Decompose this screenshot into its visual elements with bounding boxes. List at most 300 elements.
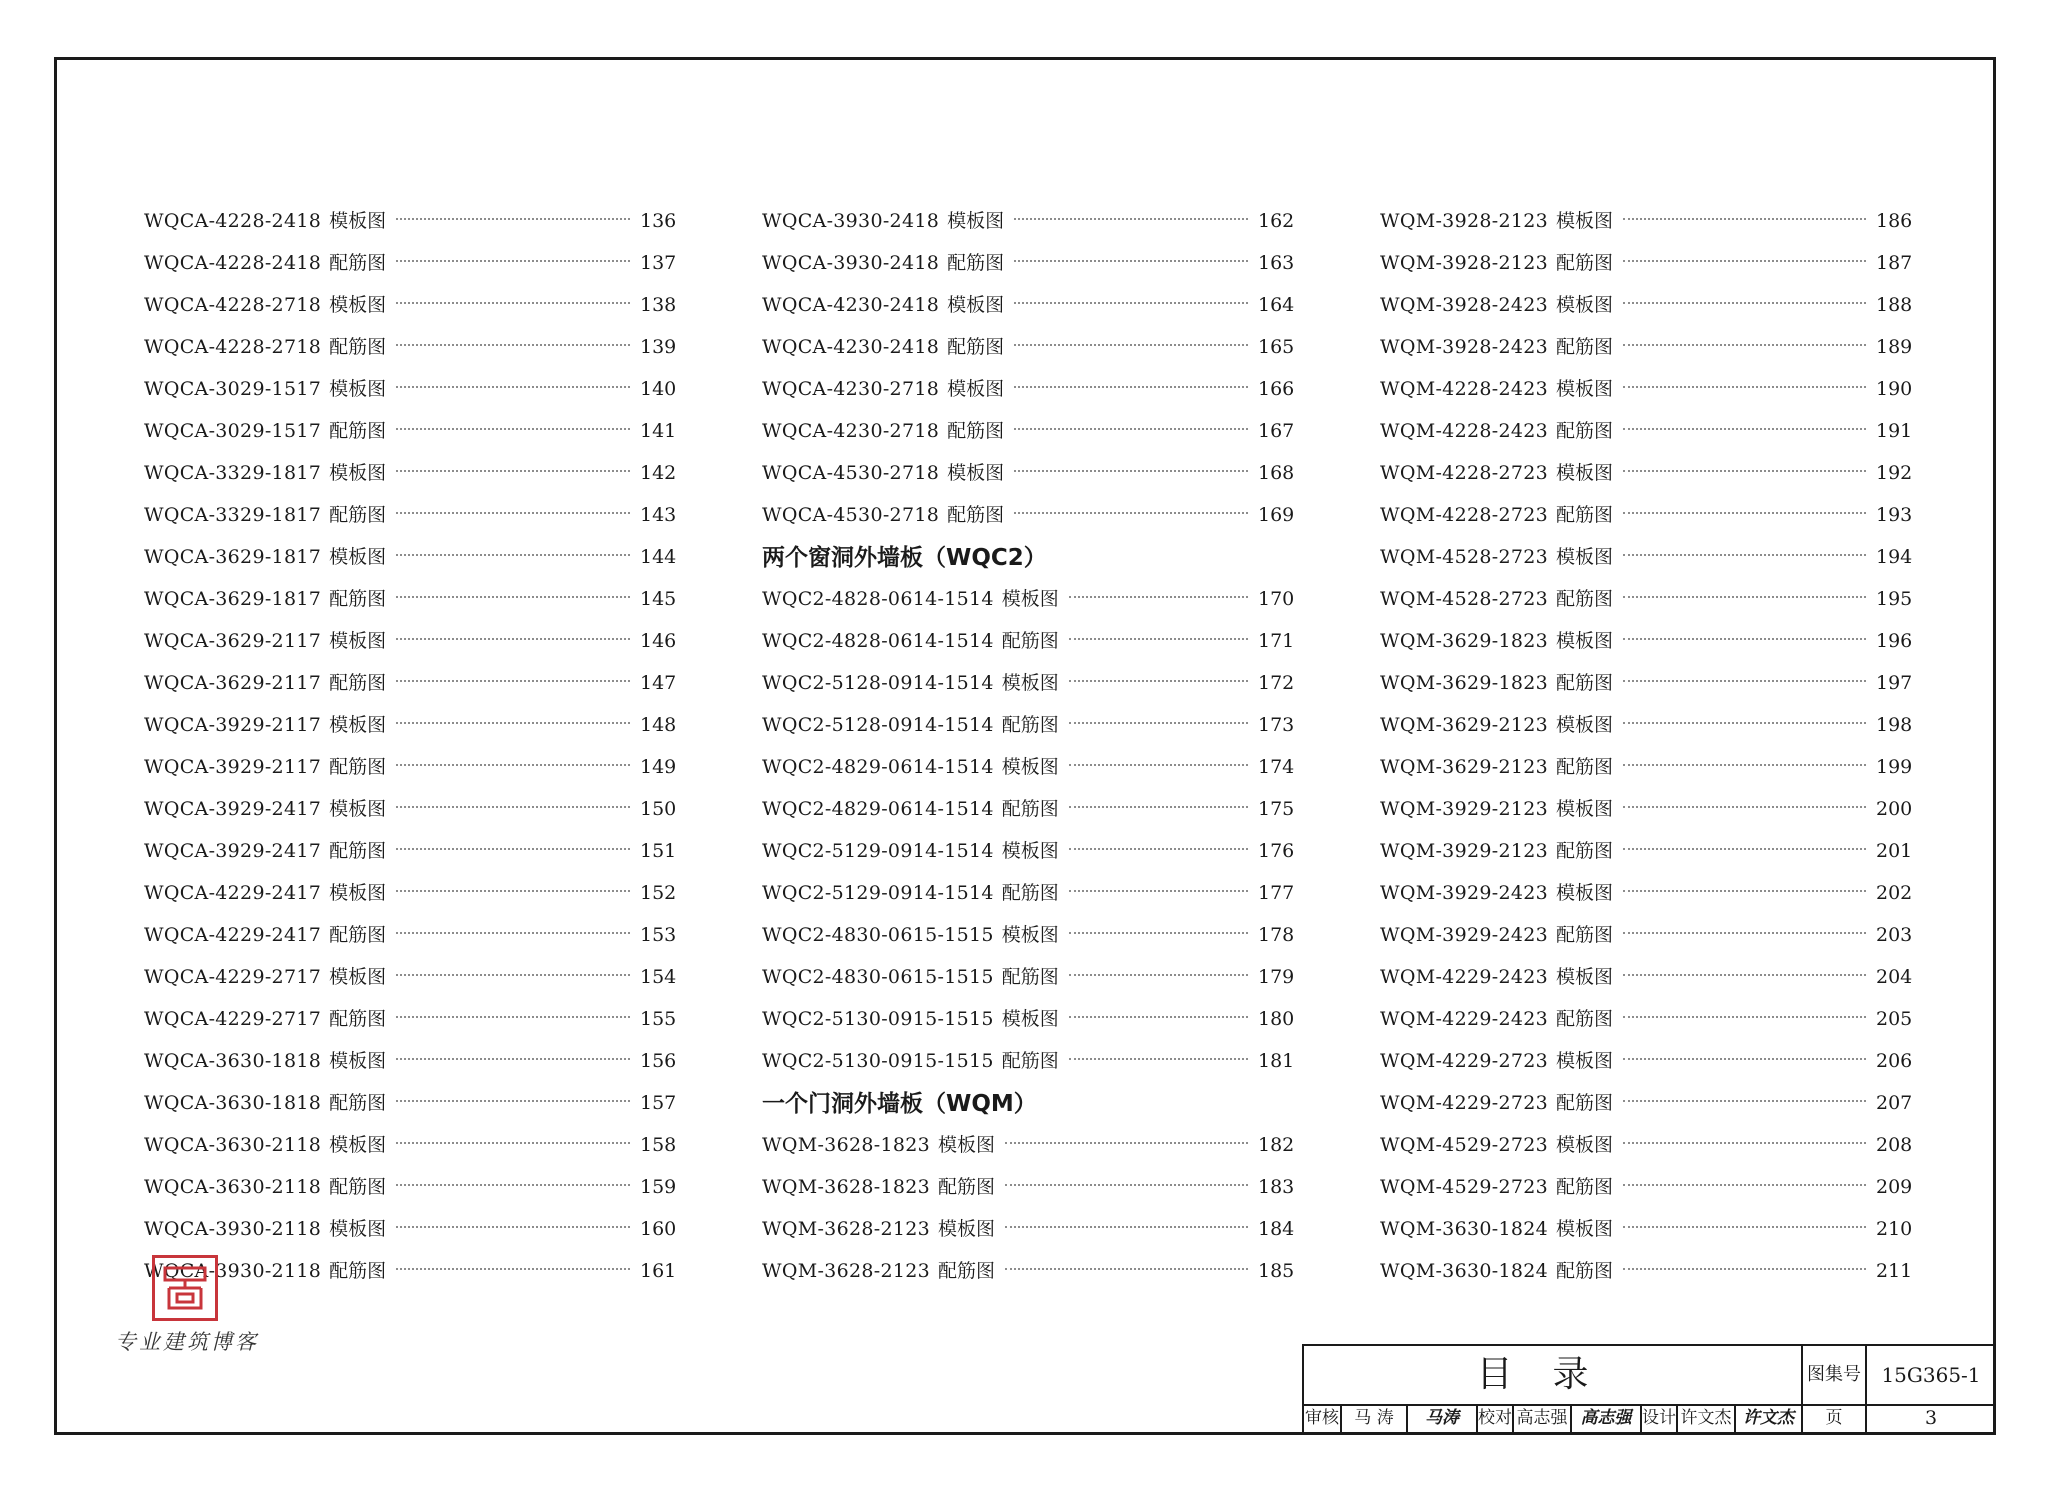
drawing-code: WQC2-4830-0615-1515 <box>762 966 994 988</box>
page-number: 193 <box>1876 504 1913 526</box>
drawing-code: WQCA-4229-2717 <box>144 1008 322 1030</box>
dot-leader <box>1623 680 1866 682</box>
drawing-code: WQM-3628-1823 <box>762 1134 931 1156</box>
toc-entry[interactable] <box>144 1124 676 1166</box>
drawing-code: WQCA-3930-2418 <box>762 210 940 232</box>
page-number: 136 <box>640 210 677 232</box>
page-number: 172 <box>1258 672 1295 694</box>
page-number: 170 <box>1258 588 1295 610</box>
drawing-type: 配筋图 <box>1556 1092 1614 1114</box>
page-number: 160 <box>640 1218 677 1240</box>
drawing-code: WQM-3629-2123 <box>1380 714 1549 736</box>
page-number: 137 <box>640 252 677 274</box>
drawing-code: WQM-3628-2123 <box>762 1260 931 1282</box>
drawing-type: 模板图 <box>1556 546 1614 568</box>
page-number: 187 <box>1876 252 1913 274</box>
drawing-code: WQCA-3029-1517 <box>144 378 322 400</box>
toc-entry[interactable] <box>144 1208 676 1250</box>
toc-entry[interactable] <box>144 536 676 578</box>
drawing-type: 配筋图 <box>947 252 1005 274</box>
drawing-type: 配筋图 <box>1556 924 1614 946</box>
drawing-type: 配筋图 <box>329 672 387 694</box>
toc-entry[interactable] <box>144 1040 676 1082</box>
drawing-code: WQM-4228-2723 <box>1380 504 1549 526</box>
drawing-type: 配筋图 <box>329 336 387 358</box>
toc-entry[interactable] <box>1380 662 1912 704</box>
drawing-code: WQM-3629-1823 <box>1380 630 1549 652</box>
checker-signature: 高志强 <box>1572 1404 1642 1433</box>
toc-entry[interactable] <box>762 1166 1294 1208</box>
dot-leader <box>396 1184 630 1186</box>
drawing-code: WQCA-3630-1818 <box>144 1050 322 1072</box>
toc-entry[interactable] <box>762 872 1294 914</box>
watermark-caption: 专业建筑博客 <box>115 1330 259 1354</box>
dot-leader <box>1069 974 1248 976</box>
drawing-code: WQM-3928-2423 <box>1380 336 1549 358</box>
page-number: 185 <box>1258 1260 1295 1282</box>
toc-entry[interactable] <box>1380 326 1912 368</box>
toc-entry[interactable] <box>144 284 676 326</box>
drawing-type: 配筋图 <box>329 1176 387 1198</box>
drawing-code: WQM-4528-2723 <box>1380 546 1549 568</box>
drawing-code: WQCA-4228-2418 <box>144 210 322 232</box>
toc-entry[interactable] <box>762 578 1294 620</box>
drawing-code: WQCA-3630-2118 <box>144 1134 322 1156</box>
drawing-type: 模板图 <box>329 546 387 568</box>
page-number: 138 <box>640 294 677 316</box>
dot-leader <box>1623 386 1866 388</box>
page-number: 181 <box>1258 1050 1295 1072</box>
dot-leader <box>1623 428 1866 430</box>
page-number: 147 <box>640 672 677 694</box>
drawing-code: WQCA-4228-2718 <box>144 294 322 316</box>
toc-entry[interactable] <box>144 1082 676 1124</box>
dot-leader <box>1014 470 1248 472</box>
toc-entry[interactable] <box>762 1040 1294 1082</box>
drawing-code: WQCA-4229-2417 <box>144 924 322 946</box>
toc-entry[interactable] <box>1380 452 1912 494</box>
drawing-type: 模板图 <box>329 1218 387 1240</box>
dot-leader <box>1623 470 1866 472</box>
drawing-code: WQCA-4230-2718 <box>762 420 940 442</box>
toc-entry[interactable] <box>1380 788 1912 830</box>
dot-leader <box>396 1100 630 1102</box>
toc-entry[interactable] <box>762 1250 1294 1292</box>
drawing-type: 配筋图 <box>329 420 387 442</box>
drawing-type: 配筋图 <box>947 336 1005 358</box>
page-number: 169 <box>1258 504 1295 526</box>
toc-entry[interactable] <box>1380 1082 1912 1124</box>
toc-entry[interactable] <box>762 788 1294 830</box>
drawing-code: WQCA-4230-2718 <box>762 378 940 400</box>
dot-leader <box>1014 344 1248 346</box>
toc-entry[interactable] <box>762 242 1294 284</box>
drawing-type: 模板图 <box>1556 462 1614 484</box>
page-number: 174 <box>1258 756 1295 778</box>
drawing-code: WQCA-3630-2118 <box>144 1176 322 1198</box>
designer-signature: 许文杰 <box>1736 1404 1803 1433</box>
page-number: 186 <box>1876 210 1913 232</box>
dot-leader <box>396 722 630 724</box>
drawing-type: 模板图 <box>1001 840 1059 862</box>
toc-entry[interactable] <box>1380 410 1912 452</box>
toc-entry[interactable] <box>1380 536 1912 578</box>
toc-entry[interactable] <box>144 326 676 368</box>
page-number: 210 <box>1876 1218 1913 1240</box>
dot-leader <box>1623 1226 1866 1228</box>
page-number: 197 <box>1876 672 1913 694</box>
dot-leader <box>1014 428 1248 430</box>
drawing-code: WQM-3630-1824 <box>1380 1260 1549 1282</box>
reviewer-name: 马 涛 <box>1342 1404 1408 1433</box>
toc-entry[interactable] <box>144 914 676 956</box>
page-number: 194 <box>1876 546 1913 568</box>
toc-entry[interactable] <box>1380 1166 1912 1208</box>
dot-leader <box>396 974 630 976</box>
toc-entry[interactable] <box>1380 956 1912 998</box>
drawing-code: WQM-3928-2123 <box>1380 210 1549 232</box>
drawing-type: 配筋图 <box>1001 714 1059 736</box>
toc-entry[interactable] <box>144 200 676 242</box>
title-block-bottom-row <box>1304 1404 1995 1433</box>
toc-entry[interactable] <box>144 788 676 830</box>
page-number: 166 <box>1258 378 1295 400</box>
drawing-type: 配筋图 <box>1556 1176 1614 1198</box>
drawing-type: 模板图 <box>329 630 387 652</box>
drawing-type: 模板图 <box>1556 1050 1614 1072</box>
toc-entry[interactable] <box>762 494 1294 536</box>
drawing-type: 模板图 <box>329 714 387 736</box>
drawing-type: 模板图 <box>1556 714 1614 736</box>
page-number: 198 <box>1876 714 1913 736</box>
dot-leader <box>1623 638 1866 640</box>
page-number: 139 <box>640 336 677 358</box>
dot-leader <box>1623 806 1866 808</box>
dot-leader <box>396 932 630 934</box>
drawing-type: 配筋图 <box>938 1176 996 1198</box>
toc-entry[interactable] <box>762 1124 1294 1166</box>
page-number: 162 <box>1258 210 1295 232</box>
toc-entry[interactable] <box>1380 914 1912 956</box>
drawing-type: 模板图 <box>1001 1008 1059 1030</box>
toc-column-3 <box>1380 200 1912 1292</box>
toc-column-1 <box>144 200 676 1292</box>
toc-entry[interactable] <box>1380 1124 1912 1166</box>
toc-entry[interactable] <box>144 494 676 536</box>
check-label: 校对 <box>1478 1404 1514 1433</box>
toc-entry[interactable] <box>144 872 676 914</box>
drawing-code: WQM-3628-2123 <box>762 1218 931 1240</box>
drawing-code: WQCA-3929-2117 <box>144 756 322 778</box>
dot-leader <box>1069 722 1248 724</box>
drawing-type: 模板图 <box>329 882 387 904</box>
review-label: 审核 <box>1304 1404 1342 1433</box>
dot-leader <box>396 554 630 556</box>
page-number: 196 <box>1876 630 1913 652</box>
drawing-code: WQC2-5129-0914-1514 <box>762 840 994 862</box>
drawing-type: 模板图 <box>329 294 387 316</box>
toc-entry[interactable] <box>762 452 1294 494</box>
toc-entry[interactable] <box>1380 998 1912 1040</box>
checker-name: 高志强 <box>1514 1404 1572 1433</box>
toc-entry[interactable] <box>144 704 676 746</box>
drawing-code: WQM-3929-2123 <box>1380 840 1549 862</box>
drawing-code: WQCA-3629-2117 <box>144 630 322 652</box>
dot-leader <box>1014 386 1248 388</box>
toc-entry[interactable] <box>144 452 676 494</box>
drawing-code: WQCA-3930-2118 <box>144 1260 322 1282</box>
page-number: 149 <box>640 756 677 778</box>
drawing-code: WQCA-3329-1817 <box>144 504 322 526</box>
page-number: 140 <box>640 378 677 400</box>
dot-leader <box>1005 1184 1248 1186</box>
page-number: 184 <box>1258 1218 1295 1240</box>
page-number: 145 <box>640 588 677 610</box>
toc-entry[interactable] <box>1380 578 1912 620</box>
toc-entry[interactable] <box>762 956 1294 998</box>
toc-entry[interactable] <box>1380 830 1912 872</box>
dot-leader <box>1069 596 1248 598</box>
drawing-type: 配筋图 <box>329 924 387 946</box>
toc-entry[interactable] <box>762 998 1294 1040</box>
dot-leader <box>1014 302 1248 304</box>
drawing-type: 模板图 <box>1556 294 1614 316</box>
drawing-code: WQC2-4830-0615-1515 <box>762 924 994 946</box>
toc-entry[interactable] <box>1380 494 1912 536</box>
drawing-type: 配筋图 <box>1001 882 1059 904</box>
toc-entry[interactable] <box>144 368 676 410</box>
drawing-code: WQC2-5130-0915-1515 <box>762 1008 994 1030</box>
dot-leader <box>1623 344 1866 346</box>
dot-leader <box>1623 596 1866 598</box>
drawing-type: 模板图 <box>329 966 387 988</box>
page-number: 202 <box>1876 882 1913 904</box>
toc-entry[interactable] <box>1380 1208 1912 1250</box>
toc-entry[interactable] <box>144 1250 676 1292</box>
dot-leader <box>1623 512 1866 514</box>
page-number: 167 <box>1258 420 1295 442</box>
drawing-type: 模板图 <box>1001 756 1059 778</box>
dot-leader <box>396 848 630 850</box>
page-number: 176 <box>1258 840 1295 862</box>
toc-entry[interactable] <box>144 242 676 284</box>
dot-leader <box>1014 512 1248 514</box>
drawing-type: 配筋图 <box>947 420 1005 442</box>
toc-entry[interactable] <box>762 620 1294 662</box>
dot-leader <box>1623 1100 1866 1102</box>
page-number: 191 <box>1876 420 1913 442</box>
drawing-code: WQCA-3029-1517 <box>144 420 322 442</box>
toc-entry[interactable] <box>762 368 1294 410</box>
drawing-code: WQM-3929-2423 <box>1380 924 1549 946</box>
drawing-code: WQCA-3629-1817 <box>144 546 322 568</box>
drawing-code: WQC2-5129-0914-1514 <box>762 882 994 904</box>
toc-entry[interactable] <box>144 956 676 998</box>
dot-leader <box>396 1058 630 1060</box>
drawing-code: WQM-4529-2723 <box>1380 1134 1549 1156</box>
toc-entry[interactable] <box>1380 1250 1912 1292</box>
page-number: 154 <box>640 966 677 988</box>
page-number: 199 <box>1876 756 1913 778</box>
page-number: 159 <box>640 1176 677 1198</box>
dot-leader <box>1014 218 1248 220</box>
page-number: 209 <box>1876 1176 1913 1198</box>
drawing-type: 配筋图 <box>329 504 387 526</box>
toc-entry[interactable] <box>1380 620 1912 662</box>
page-number: 179 <box>1258 966 1295 988</box>
toc-entry[interactable] <box>144 1166 676 1208</box>
toc-entry[interactable] <box>762 914 1294 956</box>
dot-leader <box>396 1268 630 1270</box>
page-number: 152 <box>640 882 677 904</box>
toc-entry[interactable] <box>1380 200 1912 242</box>
drawing-type: 模板图 <box>1001 588 1059 610</box>
drawing-type: 模板图 <box>329 1050 387 1072</box>
page-number: 143 <box>640 504 677 526</box>
toc-entry[interactable] <box>1380 1040 1912 1082</box>
page-number: 207 <box>1876 1092 1913 1114</box>
page-number: 3 <box>1924 1407 1938 1429</box>
page-number: 206 <box>1876 1050 1913 1072</box>
toc-entry[interactable] <box>1380 368 1912 410</box>
dot-leader <box>1623 722 1866 724</box>
toc-entry[interactable] <box>762 830 1294 872</box>
drawing-type: 模板图 <box>329 378 387 400</box>
toc-entry[interactable] <box>1380 872 1912 914</box>
drawing-code: WQCA-3329-1817 <box>144 462 322 484</box>
drawing-code: WQM-3929-2423 <box>1380 882 1549 904</box>
drawing-code: WQCA-3629-2117 <box>144 672 322 694</box>
sheet-title: 目录 <box>1304 1346 1803 1404</box>
dot-leader <box>396 428 630 430</box>
design-label: 设计 <box>1642 1404 1678 1433</box>
toc-entry[interactable] <box>762 704 1294 746</box>
page-number: 164 <box>1258 294 1295 316</box>
page-number: 201 <box>1876 840 1913 862</box>
drawing-type: 模板图 <box>1556 1134 1614 1156</box>
page-number: 177 <box>1258 882 1295 904</box>
toc-entry[interactable] <box>144 830 676 872</box>
dot-leader <box>1005 1226 1248 1228</box>
drawing-type: 模板图 <box>329 1134 387 1156</box>
drawing-type: 模板图 <box>1556 966 1614 988</box>
dot-leader <box>1069 806 1248 808</box>
page-number: 158 <box>640 1134 677 1156</box>
drawing-code: WQCA-3930-2118 <box>144 1218 322 1240</box>
page-number: 157 <box>640 1092 677 1114</box>
toc-entry[interactable] <box>144 620 676 662</box>
dot-leader <box>396 1142 630 1144</box>
page-label: 页 <box>1803 1404 1867 1433</box>
toc-entry[interactable] <box>762 1208 1294 1250</box>
drawing-type: 配筋图 <box>1001 966 1059 988</box>
drawing-type: 配筋图 <box>329 756 387 778</box>
drawing-code: WQM-4229-2423 <box>1380 1008 1549 1030</box>
dot-leader <box>1014 260 1248 262</box>
dot-leader <box>1623 1016 1866 1018</box>
drawing-type: 模板图 <box>329 798 387 820</box>
page-number: 189 <box>1876 336 1913 358</box>
toc-entry[interactable] <box>762 200 1294 242</box>
drawing-type: 配筋图 <box>947 504 1005 526</box>
toc-entry[interactable] <box>762 662 1294 704</box>
toc-entry[interactable] <box>762 284 1294 326</box>
drawing-code: WQM-4229-2723 <box>1380 1050 1549 1072</box>
drawing-type: 配筋图 <box>329 1260 387 1282</box>
drawing-code: WQM-3630-1824 <box>1380 1218 1549 1240</box>
page-number: 208 <box>1876 1134 1913 1156</box>
dot-leader <box>1069 890 1248 892</box>
dot-leader <box>1623 1142 1866 1144</box>
drawing-type: 模板图 <box>1556 378 1614 400</box>
drawing-type: 配筋图 <box>1001 630 1059 652</box>
toc-entry[interactable] <box>1380 704 1912 746</box>
page-number: 150 <box>640 798 677 820</box>
drawing-type: 配筋图 <box>329 1008 387 1030</box>
drawing-code: WQC2-4829-0614-1514 <box>762 798 994 820</box>
drawing-code: WQC2-4828-0614-1514 <box>762 630 994 652</box>
dot-leader <box>1623 974 1866 976</box>
page-number: 175 <box>1258 798 1295 820</box>
drawing-code: WQM-3628-1823 <box>762 1176 931 1198</box>
drawing-type: 配筋图 <box>1556 504 1614 526</box>
toc-entry[interactable] <box>144 410 676 452</box>
toc-entry[interactable] <box>144 998 676 1040</box>
dot-leader <box>1623 260 1866 262</box>
atlas-number-label: 图集号 <box>1803 1346 1867 1404</box>
drawing-type: 模板图 <box>1556 210 1614 232</box>
drawing-type: 配筋图 <box>1001 1050 1059 1072</box>
toc-entry[interactable] <box>1380 242 1912 284</box>
drawing-code: WQCA-3629-1817 <box>144 588 322 610</box>
dot-leader <box>396 302 630 304</box>
page-number: 141 <box>640 420 677 442</box>
page-number: 211 <box>1876 1260 1913 1282</box>
dot-leader <box>396 260 630 262</box>
drawing-type: 配筋图 <box>938 1260 996 1282</box>
dot-leader <box>1623 1184 1866 1186</box>
page-number: 144 <box>640 546 677 568</box>
toc-entry[interactable] <box>762 746 1294 788</box>
drawing-code: WQCA-4530-2718 <box>762 504 940 526</box>
page-number: 173 <box>1258 714 1295 736</box>
drawing-code: WQCA-4229-2417 <box>144 882 322 904</box>
title-block <box>1302 1344 1995 1433</box>
page-number: 168 <box>1258 462 1295 484</box>
drawing-type: 配筋图 <box>1556 420 1614 442</box>
drawing-code: WQM-3928-2123 <box>1380 252 1549 274</box>
toc-entry[interactable] <box>1380 284 1912 326</box>
page-number: 200 <box>1876 798 1913 820</box>
dot-leader <box>396 344 630 346</box>
drawing-type: 配筋图 <box>1556 672 1614 694</box>
drawing-code: WQC2-4829-0614-1514 <box>762 756 994 778</box>
toc-entry[interactable] <box>762 410 1294 452</box>
page-number: 188 <box>1876 294 1913 316</box>
drawing-type: 模板图 <box>938 1134 996 1156</box>
drawing-code: WQCA-4530-2718 <box>762 462 940 484</box>
toc-entry[interactable] <box>144 578 676 620</box>
toc-entry[interactable] <box>144 662 676 704</box>
atlas-number: 15G365-1 <box>1881 1363 1981 1387</box>
page-number: 205 <box>1876 1008 1913 1030</box>
toc-entry[interactable] <box>762 326 1294 368</box>
toc-entry[interactable] <box>144 746 676 788</box>
dot-leader <box>1623 1058 1866 1060</box>
page-number: 148 <box>640 714 677 736</box>
toc-entry[interactable] <box>1380 746 1912 788</box>
dot-leader <box>1623 302 1866 304</box>
